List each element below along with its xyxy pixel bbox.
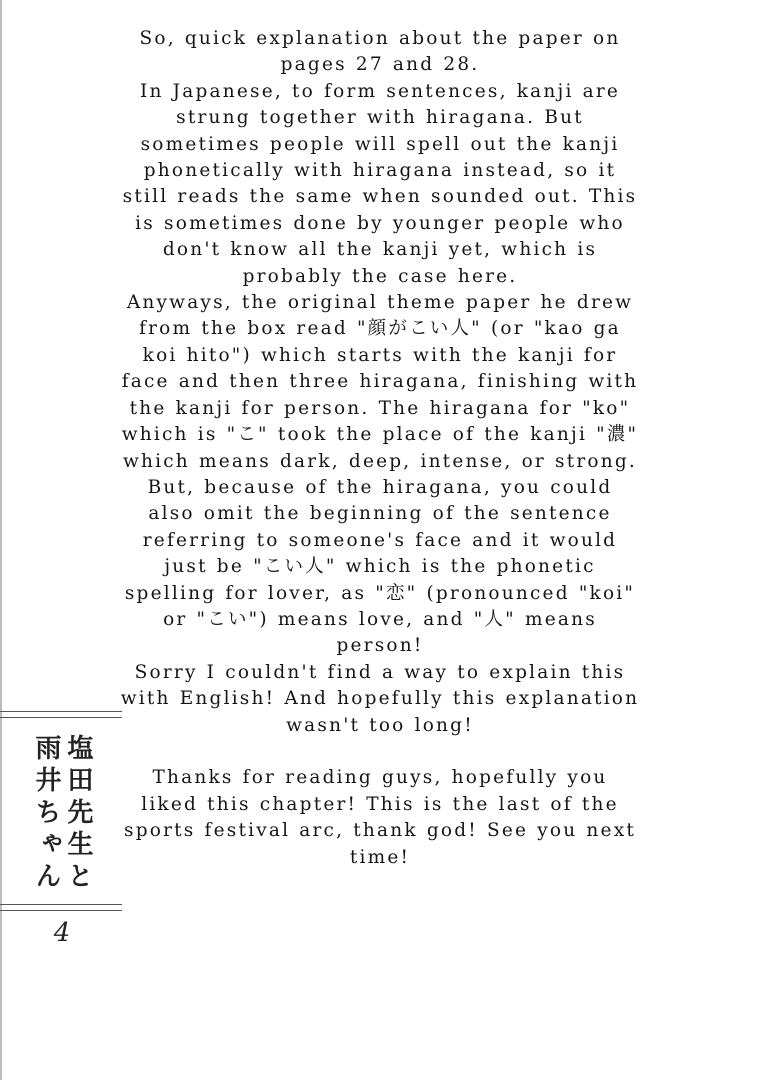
spine-rule-top (0, 711, 122, 718)
translator-note (120, 26, 640, 871)
note-paragraph-hiragana: In Japanese, to form sentences, kanji are strung together with hiragana. But sometimes people will spell out the kanji phonetically with hiragana instead, so it still reads the same when sounded out. This is sometimes done by younger people who don't know all the kanji yet, which is probably the case here. (122, 80, 638, 287)
paragraph-gap (120, 739, 640, 765)
volume-number: 4 (53, 918, 71, 948)
book-spine-title (22, 734, 102, 894)
note-closing: Thanks for reading guys, hopefully you liked this chapter! This is the last of the sports festival arc, thank god! See you next time! (124, 767, 636, 868)
page-edge-line (0, 0, 2, 1080)
spine-rule-bottom (0, 904, 122, 911)
spine-title-right: 塩田先生と (63, 734, 93, 894)
note-paragraph-intro: So, quick explanation about the paper on pages 27 and 28. (139, 28, 621, 76)
spine-title-left: 雨井ちゃん (31, 734, 61, 894)
note-paragraph-theme-paper: Anyways, the original theme paper he drew from the box read "顔がこい人" (or "kao ga koi hito") which starts with the kanji for face and then three hiragana, finishing with the kanji for person. The hiragana for "ko" which is "こ" took the place of the kanji "濃" which means dark, deep, intense, or strong. But, because of the hiragana, you could also omit the beginning of the sentence referring to someone's face and it would just be "こい人" which is the phonetic spelling for lover, as "恋" (pronounced "koi" or "こい") means love, and "人" means person! (121, 292, 639, 657)
note-paragraph-apology: Sorry I couldn't find a way to explain this with English! And hopefully this explanation wasn't too long! (120, 661, 640, 736)
